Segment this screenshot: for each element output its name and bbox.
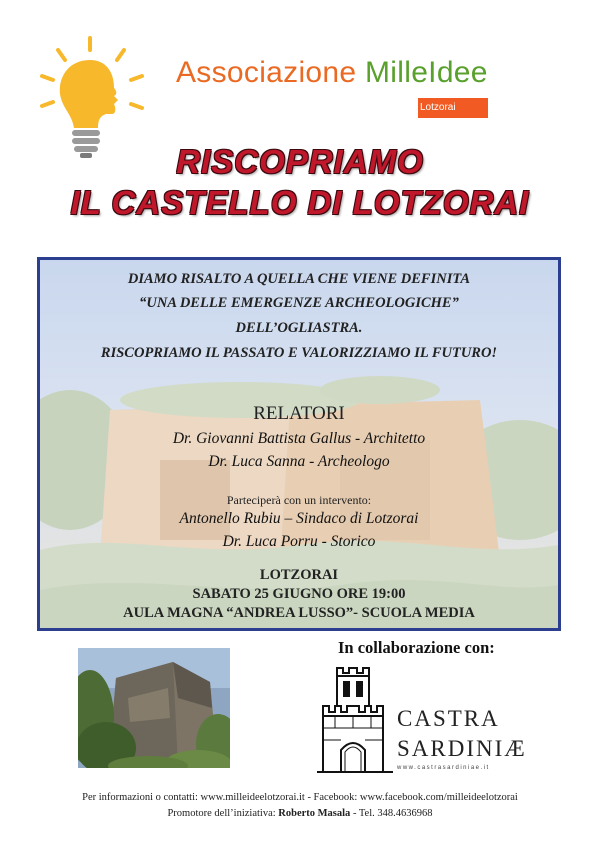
event-place: LOTZORAI <box>259 567 339 583</box>
castle-tower-icon <box>317 668 393 772</box>
intro-line: RISCOPRIAMO IL PASSATO E VALORIZZIAMO IL FUTURO! <box>100 345 498 361</box>
guest-line: Antonello Rubiu – Sindaco di Lotzorai <box>179 510 419 527</box>
speaker-line: Dr. Giovanni Battista Gallus - Architetto <box>172 430 426 447</box>
logo-text-sardiniae: SARDINIÆ <box>397 736 527 761</box>
org-subtitle-badge: Lotzorai <box>418 98 488 118</box>
footer-promoter-line <box>0 808 600 819</box>
info-panel <box>37 257 561 631</box>
collaboration-heading: In collaborazione con: <box>338 638 495 657</box>
guest-line: Dr. Luca Porru - Storico <box>222 533 376 550</box>
intro-line: DIAMO RISALTO A QUELLA CHE VIENE DEFINITA <box>127 271 471 287</box>
castle-photo <box>78 648 230 768</box>
headline-line1: RISCOPRIAMO <box>176 143 424 180</box>
footer-phone: - Tel. 348.4636968 <box>350 808 433 819</box>
intro-line: “UNA DELLE EMERGENZE ARCHEOLOGICHE” <box>139 295 459 311</box>
speaker-line: Dr. Luca Sanna - Archeologo <box>208 453 390 470</box>
castra-sardiniae-logo <box>313 662 528 777</box>
footer-promoter-name: Roberto Masala <box>278 808 351 819</box>
org-name-part1: Associazione <box>176 56 357 89</box>
event-date: SABATO 25 GIUGNO ORE 19:00 <box>192 586 406 602</box>
footer-info-line: Per informazioni o contatti: www.milleideelotzorai.it - Facebook: www.facebook.com/milleideelotzorai <box>82 792 518 803</box>
logo-text-castra: CASTRA <box>397 706 500 731</box>
org-name <box>176 56 488 90</box>
intro-line: DELL’OGLIASTRA. <box>235 320 363 336</box>
relatori-heading: RELATORI <box>253 403 345 424</box>
headline-line2: IL CASTELLO DI LOTZORAI <box>70 184 530 221</box>
org-name-part2: MilleIdee <box>365 56 488 89</box>
guest-heading: Parteciperà con un intervento: <box>226 493 372 507</box>
logo-url-text: www.castrasardiniae.it <box>397 765 490 771</box>
event-venue: AULA MAGNA “ANDREA LUSSO”- SCUOLA MEDIA <box>123 605 475 621</box>
panel-content <box>40 260 558 628</box>
footer-promoter-prefix: Promotore dell’iniziativa: <box>167 808 279 819</box>
